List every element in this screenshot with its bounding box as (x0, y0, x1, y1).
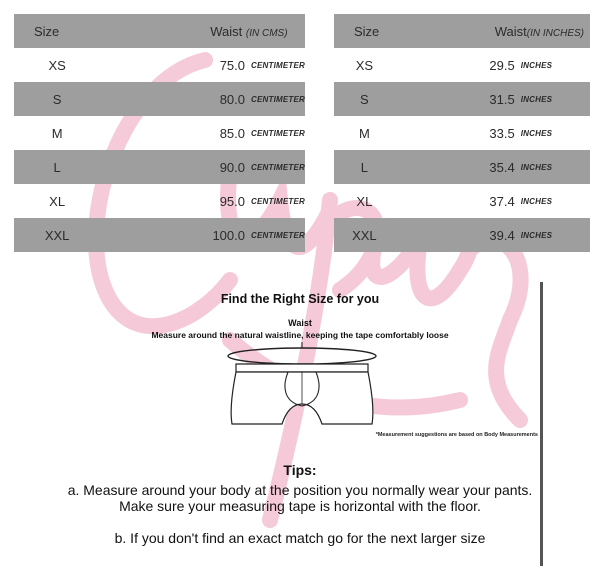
table-row: XXL 39.4 INCHES (334, 218, 590, 252)
header-size: Size (334, 14, 395, 48)
table-row: M 85.0 CENTIMETER (51, 125, 305, 141)
table-row: S 80.0 CENTIMETER (14, 82, 305, 116)
header-waist: Waist(IN INCHES) (395, 14, 590, 48)
size-guide-panel (62, 282, 538, 567)
tips-title: Tips: (283, 462, 317, 478)
guide-title: Find the Right Size for you (220, 292, 380, 306)
table-row: XS 75.0 CENTIMETER (48, 57, 305, 73)
table-row: XL 95.0 CENTIMETER (49, 193, 305, 209)
tip-a: a. Measure around your body at the position you normally wear your pants. Make sure your measuring tape is horizontal with the floor. (67, 482, 533, 514)
size-table-cm (14, 14, 305, 252)
tip-b: b. If you don't find an exact match go for the next larger size (114, 530, 486, 546)
table-row: S 31.5 INCHES (334, 82, 590, 116)
table-header-row (334, 14, 590, 48)
table-row: L 35.4 INCHES (334, 150, 590, 184)
guide-divider (540, 282, 543, 566)
size-table-inches (334, 14, 590, 252)
header-size: Size (14, 14, 100, 48)
table-header-row (14, 14, 305, 48)
table-row: M 33.5 INCHES (358, 125, 553, 141)
table-row: L 90.0 CENTIMETER (14, 150, 305, 184)
table-row: XXL 100.0 CENTIMETER (14, 218, 305, 252)
header-waist: Waist (IN CMS) (100, 14, 305, 48)
table-row: XL 37.4 INCHES (356, 193, 553, 209)
waist-description: Measure around the natural waistline, keeping the tape comfortably loose (151, 330, 449, 340)
underwear-diagram (222, 342, 382, 432)
measurement-note: *Measurement suggestions are based on Body Measurements (375, 432, 538, 438)
waist-label: Waist (288, 318, 312, 328)
table-row: XS 29.5 INCHES (355, 57, 553, 73)
